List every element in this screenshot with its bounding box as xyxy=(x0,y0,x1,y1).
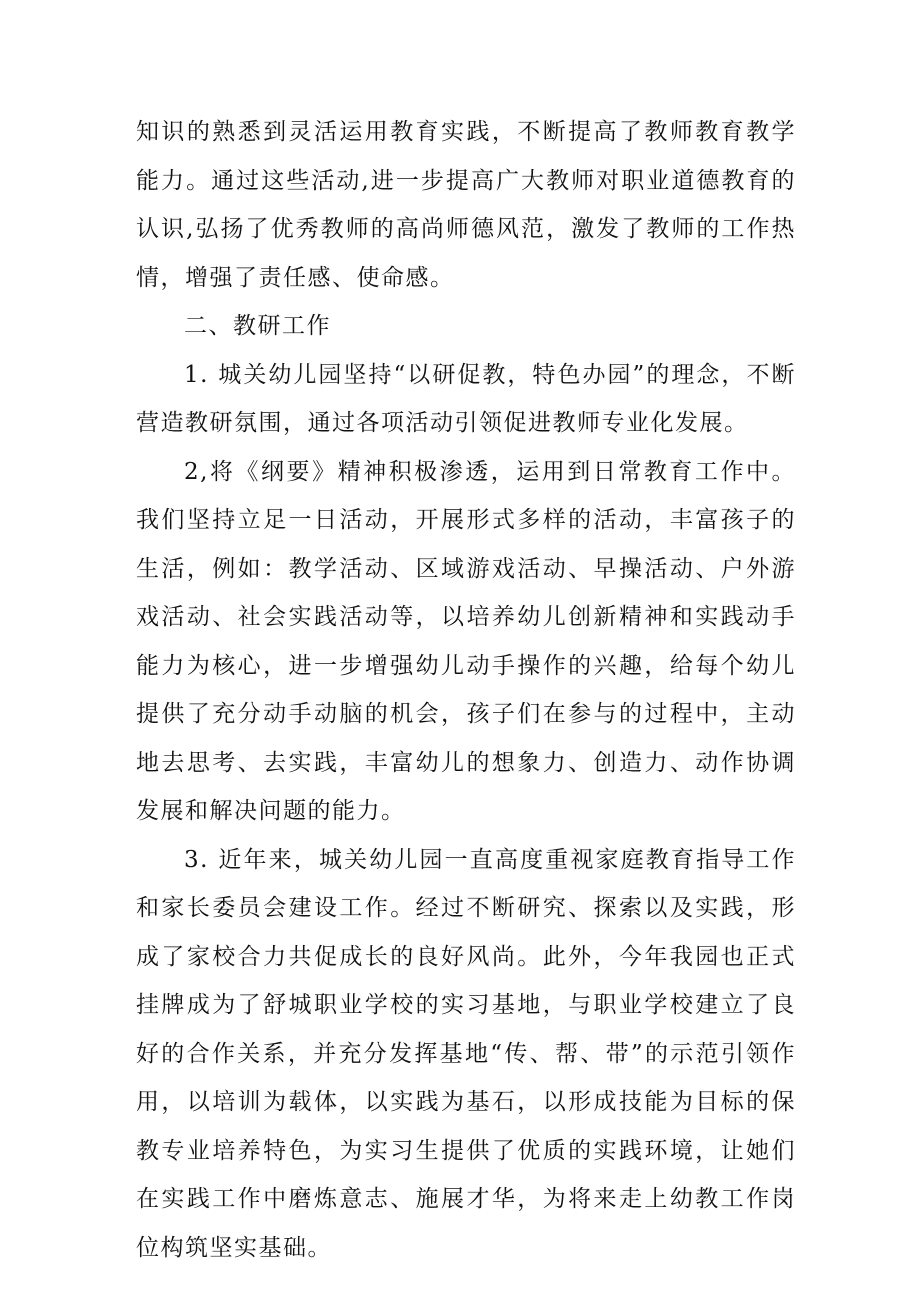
section-heading-teaching-research: 二、教研工作 xyxy=(184,313,331,339)
document-body xyxy=(136,108,796,1272)
paragraph-item-1: 1. 城关幼儿园坚持“以研促教，特色办园”的理念，不断营造教研氛围，通过各项活动引领促进教师专业化发展。 xyxy=(136,361,796,436)
paragraph-item-2: 2,将《纲要》精神积极渗透，运用到日常教育工作中。我们坚持立足一日活动，开展形式多样的活动，丰富孩子的生活，例如：教学活动、区域游戏活动、早操活动、户外游戏活动、社会实践活动等，以培养幼儿创新精神和实践动手能力为核心，进一步增强幼儿动手操作的兴趣，给每个幼儿提供了充分动手动脑的机会，孩子们在参与的过程中，主动地去思考、去实践，丰富幼儿的想象力、创造力、动作协调发展和解决问题的能力。 xyxy=(136,458,796,824)
paragraph-continuation: 知识的熟悉到灵活运用教育实践，不断提高了教师教育教学能力。通过这些活动,进一步提高广大教师对职业道德教育的认识,弘扬了优秀教师的高尚师德风范，激发了教师的工作热情，增强了责任感、使命感。 xyxy=(136,119,796,291)
paragraph-item-3: 3. 近年来，城关幼儿园一直高度重视家庭教育指导工作和家长委员会建设工作。经过不断研究、探索以及实践，形成了家校合力共促成长的良好风尚。此外，今年我园也正式挂牌成为了舒城职业学校的实习基地，与职业学校建立了良好的合作关系，并充分发挥基地“传、帮、带”的示范引领作用，以培训为载体，以实践为基石，以形成技能为目标的保教专业培养特色，为实习生提供了优质的实践环境，让她们在实践工作中磨炼意志、施展才华，为将来走上幼教工作岗位构筑坚实基础。 xyxy=(136,846,796,1261)
